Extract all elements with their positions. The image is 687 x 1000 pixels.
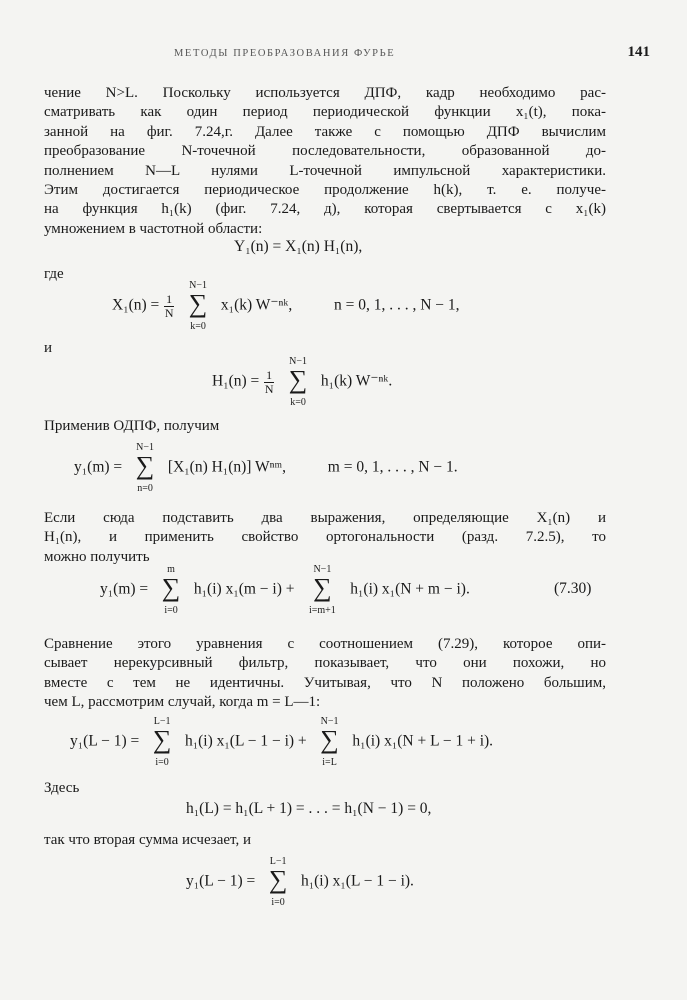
page-header xyxy=(44,44,650,70)
sum-symbol: N−1 ∑ i=m+1 xyxy=(300,564,344,616)
equation-condition: m = 0, 1, . . . , N − 1. xyxy=(327,458,458,476)
equation-lhs: y₁(L − 1) = xyxy=(70,732,140,750)
sum-upper-limit: N−1 xyxy=(313,564,332,575)
equation-x1n xyxy=(112,280,460,332)
text-line: Сравнение этого уравнения с соотношением (7.29), которое опи- xyxy=(44,636,606,652)
sum-upper-limit: L−1 xyxy=(153,716,171,727)
paragraph-1 xyxy=(44,84,606,239)
sum-symbol: L−1 ∑ i=0 xyxy=(261,856,295,908)
sum-upper-limit: m xyxy=(167,564,175,575)
page-number: 141 xyxy=(627,44,650,60)
sum-lower-limit: k=0 xyxy=(190,321,206,332)
sum-upper-limit: N−1 xyxy=(136,442,154,453)
text-line: чение N>L. Поскольку используется ДПФ, кадр необходимо рас- xyxy=(44,85,606,101)
text-line: можно получить xyxy=(44,548,150,565)
equation-lhs: y₁(L − 1) = xyxy=(186,872,256,890)
equation-h1-zero: h₁(L) = h₁(L + 1) = . . . = h₁(N − 1) = 0, xyxy=(186,800,432,817)
paragraph-5: так что вторая сумма исчезает, и xyxy=(44,832,251,848)
sum-symbol: N−1 ∑ k=0 xyxy=(281,356,315,408)
equation-body: [X₁(n) H₁(n)] Wⁿᵐ, xyxy=(167,458,287,476)
sum-symbol: N−1 ∑ k=0 xyxy=(181,280,215,332)
text-line: сывает нерекурсивный фильтр, показывает, что они похожи, но xyxy=(44,655,606,672)
word-gde: где xyxy=(44,266,64,282)
sum-symbol: N−1 ∑ i=L xyxy=(313,716,347,768)
text-line: сматривать как один период периодической функции x₁(t), пока- xyxy=(44,104,606,121)
paragraph-2: Применив ОДПФ, получим xyxy=(44,418,220,434)
sum-symbol: m ∑ i=0 xyxy=(154,564,188,616)
sum-lower-limit: i=L xyxy=(322,757,337,768)
paragraph-3 xyxy=(44,509,606,567)
text-line: Этим достигается периодическое продолжение h(k), т. е. получе- xyxy=(44,182,606,199)
sum-upper-limit: L−1 xyxy=(269,856,287,867)
equation-condition: n = 0, 1, . . . , N − 1, xyxy=(333,296,460,314)
sum-lower-limit: i=0 xyxy=(155,757,169,768)
sum-symbol: L−1 ∑ i=0 xyxy=(145,716,179,768)
equation-body: h₁(i) x₁(N + L − 1 + i). xyxy=(352,732,494,750)
equation-lhs: H₁(n) = xyxy=(212,372,260,390)
sum-lower-limit: n=0 xyxy=(137,483,153,494)
equation-body: h₁(i) x₁(L − 1 − i). xyxy=(300,872,414,890)
text-line: полнением N—L нулями L-точечной импульсной характеристики. xyxy=(44,162,606,179)
sum-upper-limit: N−1 xyxy=(289,356,307,367)
equation-lhs: y₁(m) = xyxy=(74,458,123,476)
sum-symbol: N−1 ∑ n=0 xyxy=(128,442,162,494)
text-line: на функция h₁(k) (фиг. 7.24, д), которая свертывается с x₁(k) xyxy=(44,201,606,218)
text-line: чем L, рассмотрим случай, когда m = L—1: xyxy=(44,694,321,711)
sum-lower-limit: i=0 xyxy=(164,605,178,616)
equation-body: h₁(k) W⁻ⁿᵏ. xyxy=(320,372,393,390)
fraction-numerator: 1 xyxy=(266,367,273,382)
fraction-denominator: N xyxy=(264,381,274,396)
sum-lower-limit: i=m+1 xyxy=(308,605,336,616)
text-line: преобразование N-точечной последовательности, образованной до- xyxy=(44,143,606,160)
equation-lhs: y₁(m) = xyxy=(100,580,149,598)
equation-body: x₁(k) W⁻ⁿᵏ, xyxy=(220,296,293,314)
running-head: МЕТОДЫ ПРЕОБРАЗОВАНИЯ ФУРЬЕ xyxy=(174,48,396,59)
equation-y1-L-1 xyxy=(70,716,493,768)
fraction-denominator: N xyxy=(164,305,174,320)
text-line: H₁(n), и применить свойство ортогональности (разд. 7.2.5), то xyxy=(44,529,606,546)
text-line: Если сюда подставить два выражения, определяющие X₁(n) и xyxy=(44,510,606,526)
sum-upper-limit: N−1 xyxy=(189,280,207,291)
equation-body: h₁(i) x₁(m − i) + xyxy=(193,580,295,598)
equation-y1m xyxy=(74,442,458,494)
sum-lower-limit: k=0 xyxy=(290,397,306,408)
equation-number: (7.30) xyxy=(554,580,592,597)
equation-h1n xyxy=(212,356,392,408)
equation-y1-final xyxy=(186,856,414,908)
equation-body: h₁(i) x₁(N + m − i). xyxy=(350,580,470,598)
text-line: вместе с тем не идентичны. Учитывая, что N положено большим, xyxy=(44,674,606,691)
text-line: занной на фиг. 7.24,г. Далее также с помощью ДПФ вычислим xyxy=(44,123,606,140)
paragraph-4 xyxy=(44,635,606,713)
text-line: умножением в частотной области: xyxy=(44,220,263,237)
fraction xyxy=(164,293,174,320)
word-zdes: Здесь xyxy=(44,780,80,796)
sum-lower-limit: i=0 xyxy=(271,897,285,908)
equation-7-30 xyxy=(100,564,470,616)
fraction-numerator: 1 xyxy=(166,291,173,306)
equation-y1n: Y₁(n) = X₁(n) H₁(n), xyxy=(234,238,363,255)
sum-upper-limit: N−1 xyxy=(320,716,339,727)
equation-lhs: X₁(n) = xyxy=(112,296,160,314)
fraction xyxy=(264,369,274,396)
equation-body: h₁(i) x₁(L − 1 − i) + xyxy=(184,732,307,750)
word-i: и xyxy=(44,340,53,356)
